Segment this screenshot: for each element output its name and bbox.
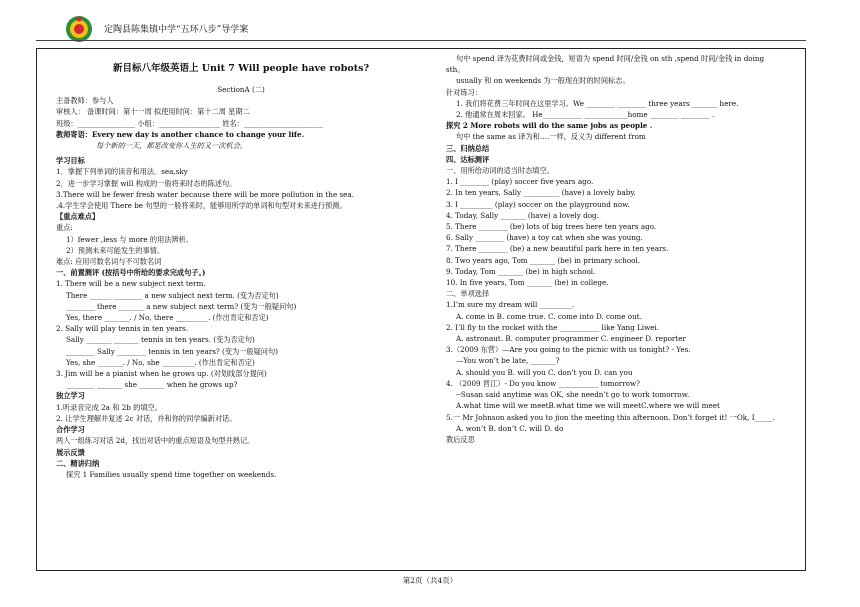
exercise-line: 3. I _________ (play) soccer on the playground now. [446,199,630,209]
text-line: .4.学生学会使用 There be 句型的一般将来时，能够用所学的单词和句型对未来进行预测。 [56,201,347,211]
text-line: sth。 [446,65,465,75]
exercise-line: Sally _______ _______ tennis in ten years. (变为否定句) [66,335,255,345]
text-line: 两人一组练习对话 2d，找出对话中的重点短语及句型并熟记。 [56,436,255,446]
exercise-line: 10. In five years, Tom _______ (be) in college. [446,278,609,288]
exercise-line: ________ there _______ a new subject next term? (变为一般疑问句) [66,301,297,311]
exercise-line: 1. I ________ (play) soccer five years ago. [446,177,594,187]
exercise-line: ________ Sally ________ tennis in ten years? (变为一般疑问句) [66,346,278,356]
exercise-line: 2. Sally will play tennis in ten years. [56,324,189,334]
exercise-line: 4. （2009 晋江）- Do you know ___________ tomorrow? [446,378,640,388]
left-column [56,53,426,480]
text-line: 2. 让学生理解并复述 2c 对话，并和你的同学编新对话。 [56,413,237,423]
exercise-line: --Susan said anytime was OK, she needn’t go to work tomorrow. [456,390,690,400]
page-number: 第2页（共4页） [402,576,458,585]
text-line: 2）预测未来可能发生的事情。 [66,245,165,255]
school-header: 定陶县陈集镇中学“五环八步”导学案 [104,25,249,35]
text-line: 一、用所给动词的适当时态填空。 [446,166,554,176]
options-line: A.what time will we meetB.what time we will meetC.where we will meet [456,401,720,411]
text-line: 1.听录音完成 2a 和 2b 的填空。 [56,402,162,412]
section-heading: 三、归纳总结 [446,143,490,153]
exercise-line: 5. There ________ (be) lots of big trees here ten years ago. [446,222,657,232]
section-heading: 二、精讲归纳 [56,458,100,468]
text-line: 3.There will be fewer fresh water because there will be more pollution in the sea. [56,189,354,199]
exercise-line: 2. In ten years, Sally __________ (have) a lovely baby. [446,188,636,198]
text-line: 班级：________________ 小组：_________________ 姓名：______________________ [56,118,323,128]
page-title: 新目标八年级英语上 Unit 7 Will people have robots? [112,63,370,74]
exercise-line: Yes, she _______. / No, she _________. (作出肯定和否定) [66,357,255,367]
teacher-message-cn: 每个新的一天，都是改变你人生的又一次机会。 [96,141,247,151]
text-line: 教后反思 [446,434,475,444]
exercise-line: 9. Today, Tom _______ (be) in high school. [446,266,596,276]
text-line: 2．进一步学习掌握 will 构成的一般将来时态的陈述句。 [56,178,237,188]
text-line: 难点: 应用可数名词与不可数名词 [56,257,162,267]
section-heading: 合作学习 [56,425,85,435]
exercise-line: 3.（2009 东营）—Are you going to the picnic with us tonight? - Yes. [446,345,691,355]
text-line: 针对练习： [446,87,482,97]
exercise-line: Yes, there _______. / No, there _________. (作出肯定和否定) [66,313,269,323]
options-line: A. astronaut. B. computer programmer C. engineer D. reporter [456,334,686,344]
text-line: usually 和 on weekends 为一般现在时的时间标志。 [456,76,630,86]
section-heading: 四、达标测评 [446,154,490,164]
right-column [446,53,796,445]
options-line: A. won’t B. don’t C. will D. do [456,423,564,433]
text-line: 句中 the same as 译为和….一样，反义为 different from [456,132,646,142]
section-heading: 【重点难点】 [56,212,100,222]
section-subtitle: SectionA (二) [217,85,265,94]
text-line: 1．掌握下列单词的读音和用法．sea,sky [56,167,188,177]
text-line: 重点: [56,223,73,233]
exercise-line: ________ _______ she _______ when he grows up? [66,380,238,390]
options-line: A. should you B. will you C. don’t you D. can you [456,367,633,377]
section-heading: 一、前置测评 (按括号中所给的要求完成句子。) [56,268,206,278]
exercise-line: There ______ ________ a new subject next term. (变为否定句) [66,290,279,300]
section-heading: 独立学习 [56,391,85,401]
text-line: 1）fewer ,less 与 more 的用法辨析。 [66,234,194,244]
section-heading: 学习目标 [56,156,85,166]
exercise-line: 2. 他通常在周末回家。 He___________ ____________home ________ ________ . [456,110,715,120]
exercise-line: 1.I’m sure my dream will _________. [446,300,575,310]
exercise-line: 2. I’ll fly to the rocket with the ___________ like Yang Liwei. [446,322,660,332]
section-heading: 展示反馈 [56,447,85,457]
exercise-line: 5.一 Mr Johnson asked you to jion the meeting this afternoon. Don’t forget it! 一Ok, I_____. [446,412,775,422]
exercise-line: 3. Jim will be a pianist when he grows up. (对划线部分提问) [56,369,267,379]
exercise-line: 1. There will be a new subject next term. [56,279,206,289]
exercise-line: —You won’t be late, _______? [456,356,560,366]
exercise-line: 4. Today, Sally _______ (have) a lovely dog. [446,210,599,220]
exercise-line: 8. Two years ago, Tom _______ (be) in primary school. [446,255,641,265]
text-line: 二、单项选择 [446,289,490,299]
text-line: 审核人： 备课时间：第十一周 拟使用时间：第十二周 星期二 [56,107,250,117]
text-line: 句中 spend 译为花费时间或金钱，短语为 spend 时间/金钱 on sth ,spend 时间/金钱 in doing [456,54,765,63]
section-heading: 探究 2 More robots will do the same jobs as people . [446,121,653,131]
options-line: A. come in B. come true. C. come into D. come out. [456,311,642,321]
teacher-message: 教师寄语：Every new day is another chance to change your life. [56,129,305,139]
header-rule [36,40,806,41]
exercise-line: 6. Sally ________ (have) a toy cat when she was young. [446,233,643,243]
exercise-line: 1. 我们将花费三年时间在这里学习。We ________ ________ three years _______ here. [456,98,739,108]
exercise-line: 7. There ________ (be) a new beautiful park here in ten years. [446,244,669,254]
text-line: 探究 1 Families usually spend time together on weekends. [66,469,277,479]
text-line: 主备教师：参与人 [56,96,114,106]
